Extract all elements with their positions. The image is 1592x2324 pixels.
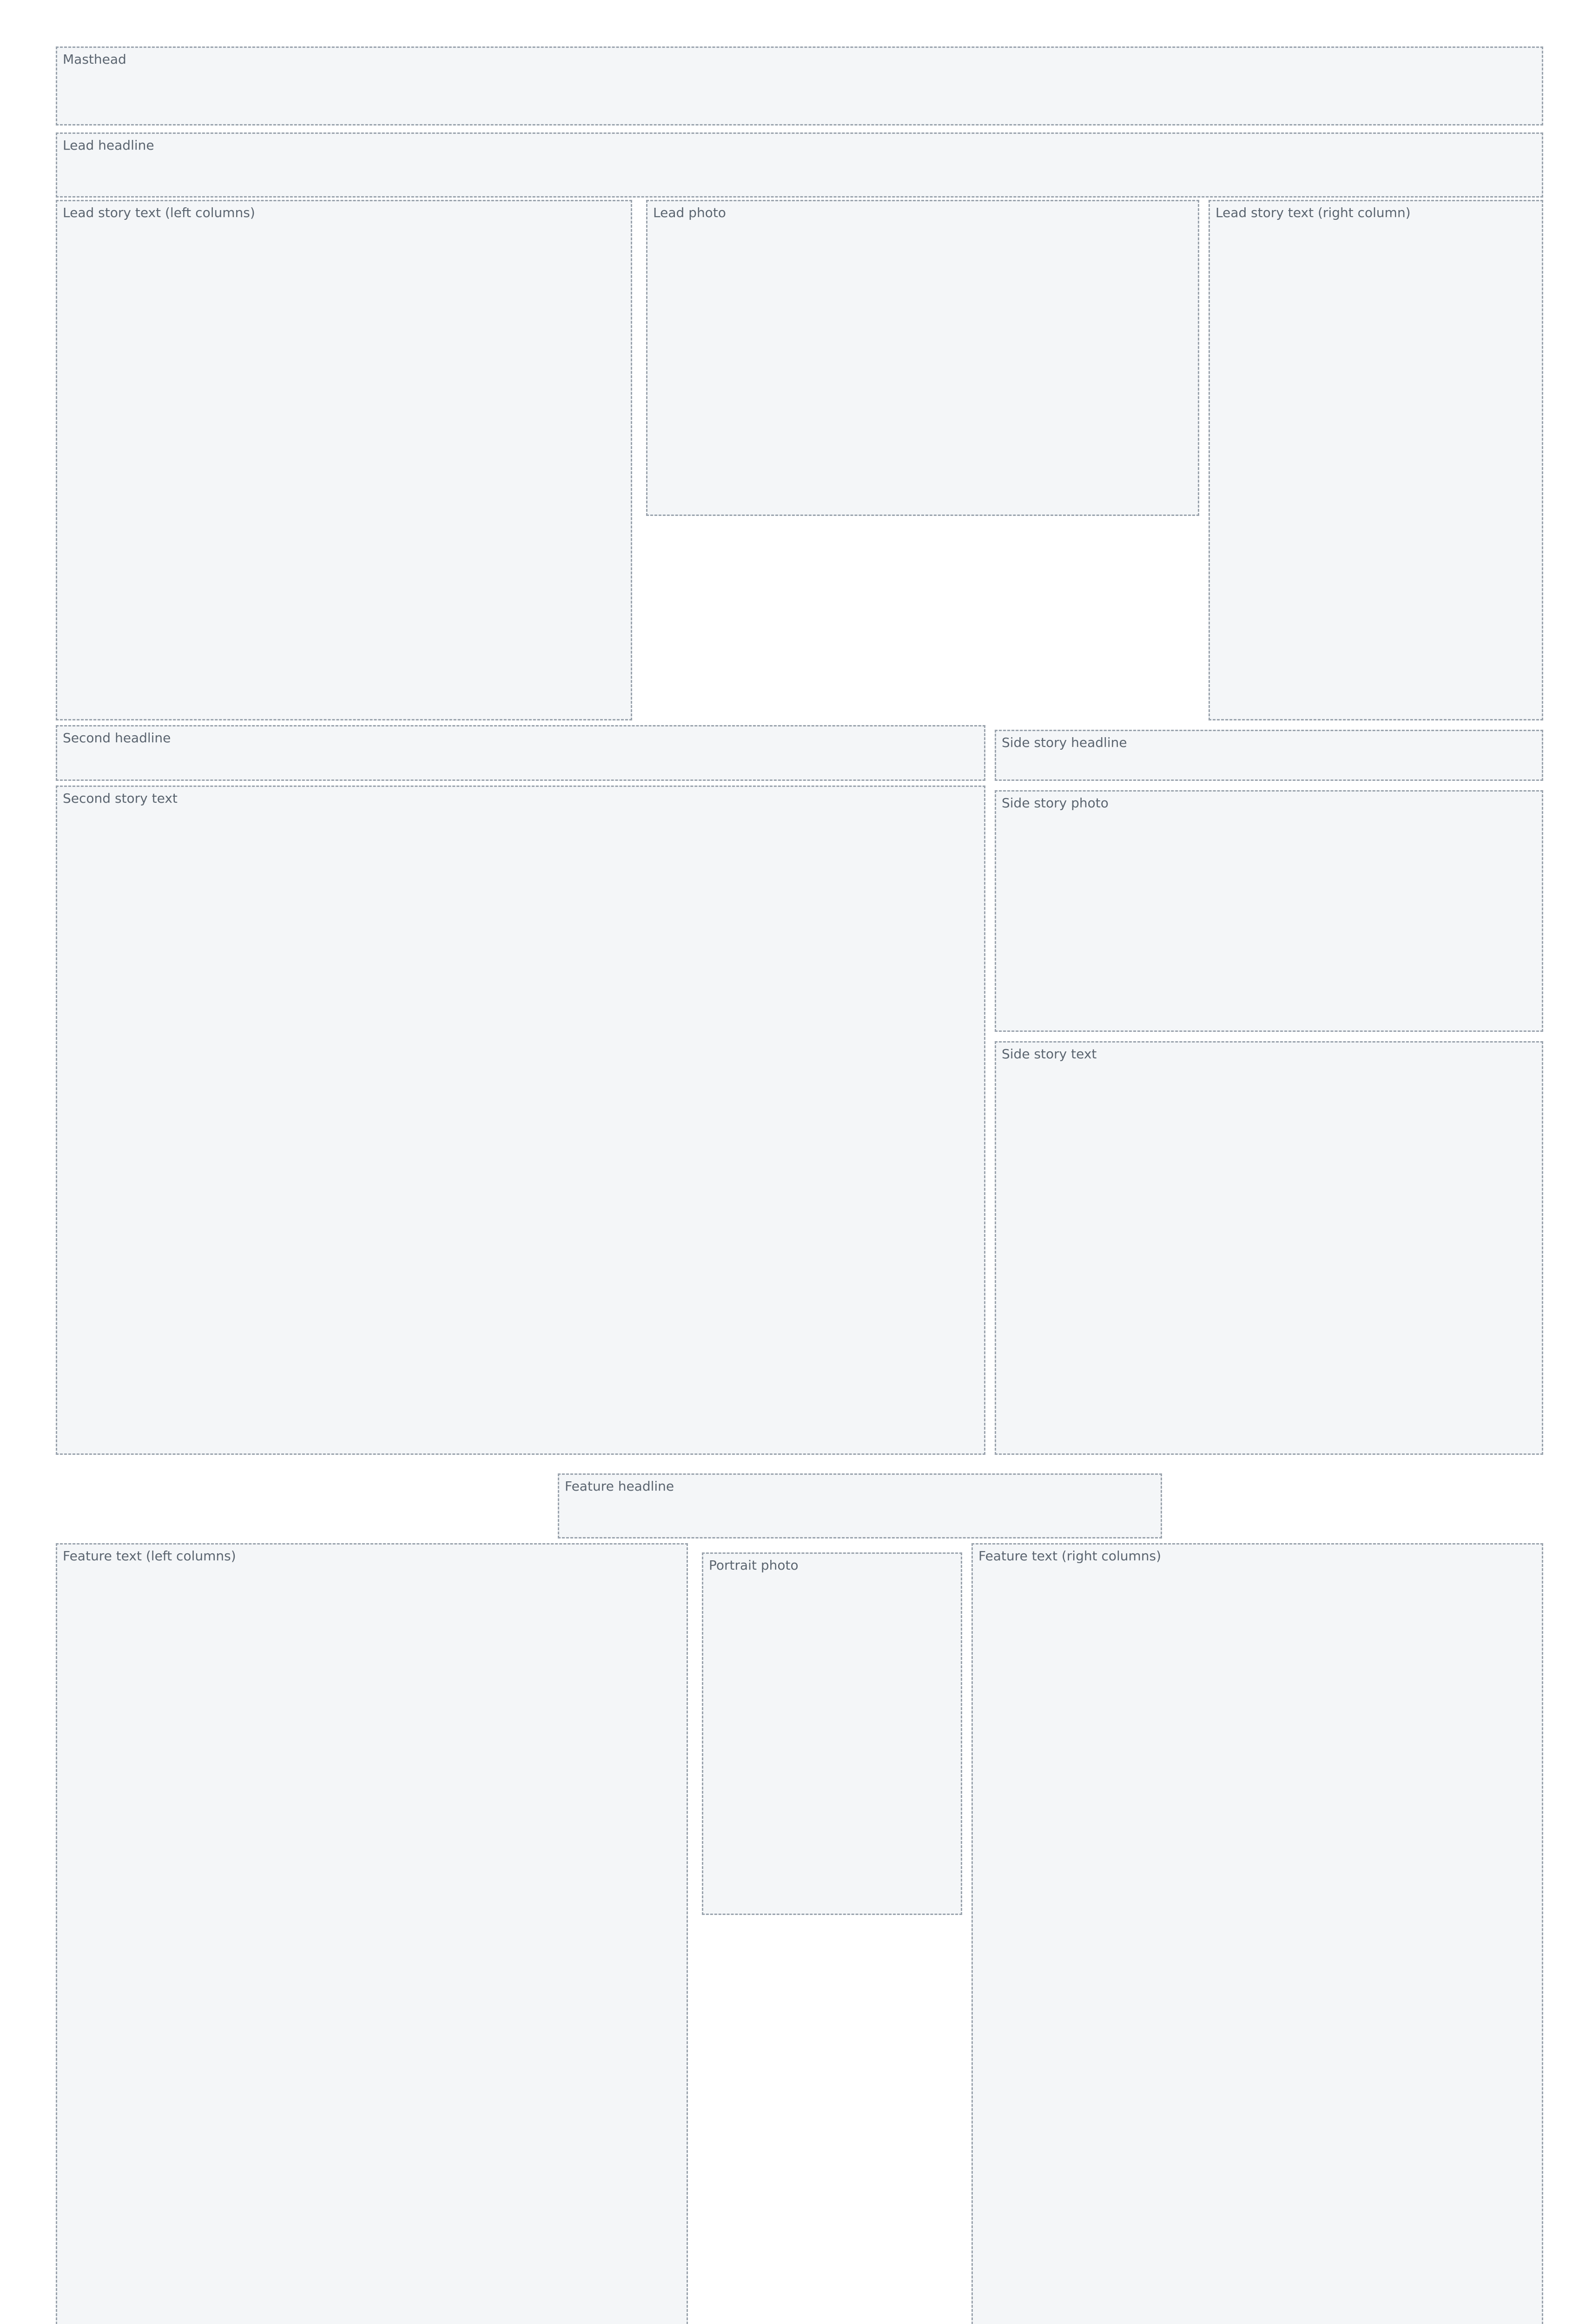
lead-headline: Lead headline	[56, 132, 1543, 198]
side-headline: Side story headline	[995, 730, 1543, 781]
portrait-photo: Portrait photo	[702, 1552, 962, 1915]
second-headline: Second headline	[56, 725, 985, 781]
feature-text-right: Feature text (right columns)	[971, 1543, 1543, 2324]
side-story-text: Side story text	[995, 1041, 1543, 1455]
feature-text-left: Feature text (left columns)	[56, 1543, 688, 2324]
side-photo: Side story photo	[995, 790, 1543, 1032]
feature-headline: Feature headline	[558, 1473, 1162, 1538]
lead-story-left: Lead story text (left columns)	[56, 200, 632, 720]
lead-photo: Lead photo	[646, 200, 1199, 516]
second-story-text: Second story text	[56, 786, 985, 1455]
masthead: Masthead	[56, 46, 1543, 125]
lead-story-right: Lead story text (right column)	[1209, 200, 1543, 720]
